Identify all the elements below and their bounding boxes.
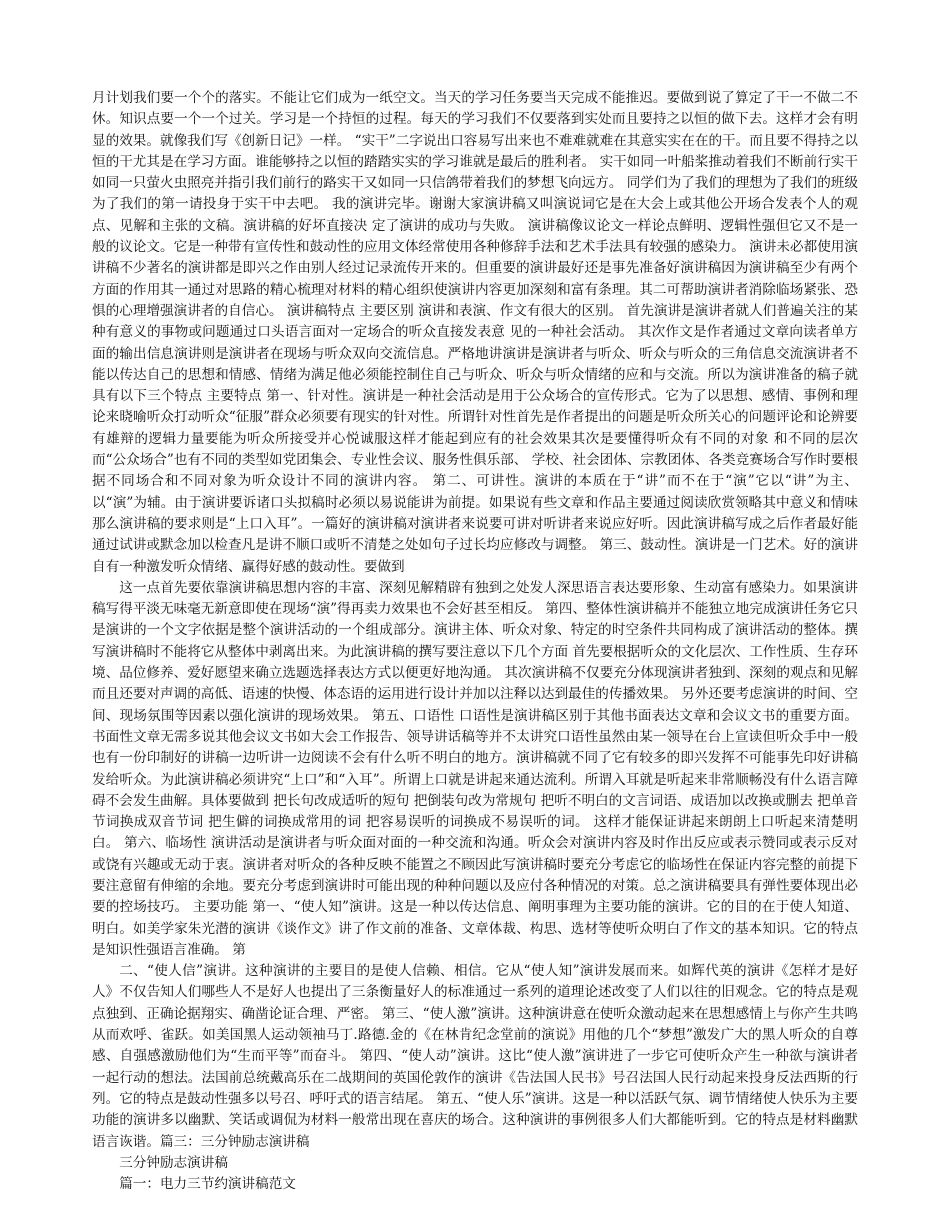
paragraph-2: 这一点首先要依靠演讲稿思想内容的丰富、深刻见解精辟有独到之处发人深思语言表达要形象、生动富有感染力。如果演讲稿写得平淡无味毫无新意即使在现场“演”得再卖力效果也不会好甚至相反。 第四、整体性演讲稿并不能独立地完成演讲任务它只是演讲的一个文字依据是整个演讲活动的一个组成部分。演讲主体、听众对象、特定的时空条件共同构成了演讲活动的整体。撰写演讲稿时不能将它从整体中剥离出来。为此演讲稿的撰写要注意以下几个方面 首先要根据听众的文化层次、工作性质、生存环境、品位修养、爱好愿望来确立选题选择表达方式以便更好地沟通。 其次演讲稿不仅要充分体现演讲者独到、深刻的观点和见解而且还要对声调的高低、语速的快慢、体态语的运用进行设计并加以注释以达到最佳的传播效果。 另外还要考虑演讲的时间、空间、现场氛围等因素以强化演讲的现场效果。 第五、口语性 口语性是演讲稿区别于其他书面表达文章和会议文书的重要方面。书面性文章无需多说其他会议文书如大会工作报告、领导讲话稿等并不太讲究口语性虽然由某一领导在台上宣读但听众手中一般也有一份印制好的讲稿一边听讲一边阅读不会有什么听不明白的地方。演讲稿就不同了它有较多的即兴发挥不可能事先印好讲稿发给听众。为此演讲稿必须讲究“上口”和“入耳”。所谓上口就是讲起来通达流利。所谓入耳就是听起来非常顺畅没有什么语言障碍不会发生曲解。具体要做到 把长句改成适听的短句 把倒装句改为常规句 把听不明白的文言词语、成语加以改换或删去 把单音节词换成双音节词 把生僻的词换成常用的词 把容易误听的词换成不易误听的词。 这样才能保证讲起来朗朗上口听起来清楚明白。 第六、临场性 演讲活动是演讲者与听众面对面的一种交流和沟通。听众会对演讲内容及时作出反应或表示赞同或表示反对或饶有兴趣或无动于衷。演讲者对听众的各种反映不能置之不顾因此写演讲稿时要充分考虑它的临场性在保证内容完整的前提下要注意留有伸缩的余地。要充分考虑到演讲时可能出现的种种问题以及应付各种情况的对策。总之演讲稿要具有弹性要体现出必要的控场技巧。 主要功能 第一、“使人知”演讲。这是一种以传达信息、阐明事理为主要功能的演讲。它的目的在于使人知道、明白。如美学家朱光潜的演讲《谈作文》讲了作文前的准备、文章体裁、构思、选材等使听众明白了作文的基本知识。它的特点是知识性强语言准确。 第 — [92, 579, 858, 958]
heading-line-1: 三分钟励志演讲稿 — [119, 1154, 228, 1171]
paragraph-1: 月计划我们要一个个的落实。不能让它们成为一纸空文。当天的学习任务要当天完成不能推迟。要做到说了算定了干一不做二不休。知识点要一个一个过关。学习是一个持恒的过程。每天的学习我们不仅要落到实处而且要持之以恒的做下去。这样才会有明显的效果。就像我们写《创新日记》一样。 “实干”二字说出口容易写出来也不难难就难在其意实实在在的干。而且要不得持之以恒的干尤其是在学习方面。谁能够持之以恒的踏踏实实的学习谁就是最后的胜利者。 实干如同一叶船桨推动着我们不断前行实干如同一只萤火虫照亮并指引我们前行的路实干又如同一只信鸽带着我们的梦想飞向远方。 同学们为了我们的理想为了我们的班级为了我们的第一请投身于实干中去吧。 我的演讲完毕。谢谢大家演讲稿又叫演说词它是在大会上或其他公开场合发表个人的观点、见解和主张的文稿。演讲稿的好坏直接决 定了演讲的成功与失败。 演讲稿像议论文一样论点鲜明、逻辑性强但它又不是一般的议论文。它是一种带有宣传性和鼓动性的应用文体经常使用各种修辞手法和艺术手法具有较强的感染力。 演讲未必都使用演讲稿不少著名的演讲都是即兴之作由别人经过记录流传开来的。但重要的演讲最好还是事先准备好演讲稿因为演讲稿至少有两个方面的作用其一通过对思路的精心梳理对材料的精心组织使演讲内容更加深刻和富有条理。其二可帮助演讲者消除临场紧张、恐惧的心理增强演讲者的自信心。 演讲稿特点 主要区别 演讲和表演、作文有很大的区别。 首先演讲是演讲者就人们普遍关注的某种有意义的事物或问题通过口头语言面对一定场合的听众直接发表意 见的一种社会活动。 其次作文是作者通过文章向读者单方面的输出信息演讲则是演讲者在现场与听众双向交流信息。严格地讲演讲是演讲者与听众、听众与听众的三角信息交流演讲者不能以传达自己的思想和情感、情绪为满足他必须能控制住自己与听众、听众与听众情绪的应和与交流。所以为演讲准备的稿子就具有以下三个特点 主要特点 第一、针对性。演讲是一种社会活动是用于公众场合的宣传形式。它为了以思想、感情、事例和理论来晓喻听众打动听众“征服”群众必须要有现实的针对性。所谓针对性首先是作者提出的问题是听众所关心的问题评论和论辨要有雄辩的逻辑力量要能为听众所接受并心悦诚服这样才能起到应有的社会效果其次是要懂得听众有不同的对象 和不同的层次而“公众场合”也有不同的类型如党团集会、专业性会议、服务性俱乐部、 学校、社会团体、宗教团体、各类竞赛场合写作时要根据不同场合和不同对象为听众设计不同的演讲内容。 第二、可讲性。演讲的本质在于“讲”而不在于“演”它以“讲”为主、以“演”为辅。由于演讲要诉诸口头拟稿时必须以易说能讲为前提。如果说有些文章和作品主要通过阅读欣赏领略其中意义和情味那么演讲稿的要求则是“上口入耳”。一篇好的演讲稿对演讲者来说要可讲对听讲者来说应好听。因此演讲稿写成之后作者最好能通过试讲或默念加以检查凡是讲不顺口或听不清楚之处如句子过长均应修改与调整。 第三、鼓动性。演讲是一门艺术。好的演讲自有一种激发听众情绪、赢得好感的鼓动性。要做到 — [92, 90, 858, 575]
paragraph-3: 二、“使人信”演讲。这种演讲的主要目的是使人信赖、相信。它从“使人知”演讲发展而来。如辉代英的演讲《怎样才是好人》不仅告知人们哪些人不是好人也提出了三条衡量好人的标准通过一系列的道理论述改变了人们以往的旧观念。它的特点是观点独到、正确论据翔实、确凿论证合理、严密。 第三、“使人激”演讲。这种演讲意在使听众激动起来在思想感情上与你产生共鸣从而欢呼、雀跃。如美国黑人运动领袖马丁.路德.金的《在林肯纪念堂前的演说》用他的几个“梦想”激发广大的黑人听众的自尊感、自强感激励他们为“生而平等”而奋斗。 第四、“使人动”演讲。这比“使人激”演讲进了一步它可使听众产生一种欲与演讲者一起行动的想法。法国前总统戴高乐在二战期间的英国伦敦作的演讲《告法国人民书》号召法国人民行动起来投身反法西斯的行列。它的特点是鼓动性强多以号召、呼吁式的语言结尾。 第五、“使人乐”演讲。这是一种以活跃气氛、调节情绪使人快乐为主要功能的演讲多以幽默、笑话或调侃为材料一般常出现在喜庆的场合。这种演讲的事例很多人们大都能听到。它的特点是材料幽默语言诙谐。篇三：三分钟励志演讲稿 — [92, 963, 858, 1150]
heading-line-2: 篇一：电力三节约演讲稿范文 — [119, 1176, 296, 1193]
